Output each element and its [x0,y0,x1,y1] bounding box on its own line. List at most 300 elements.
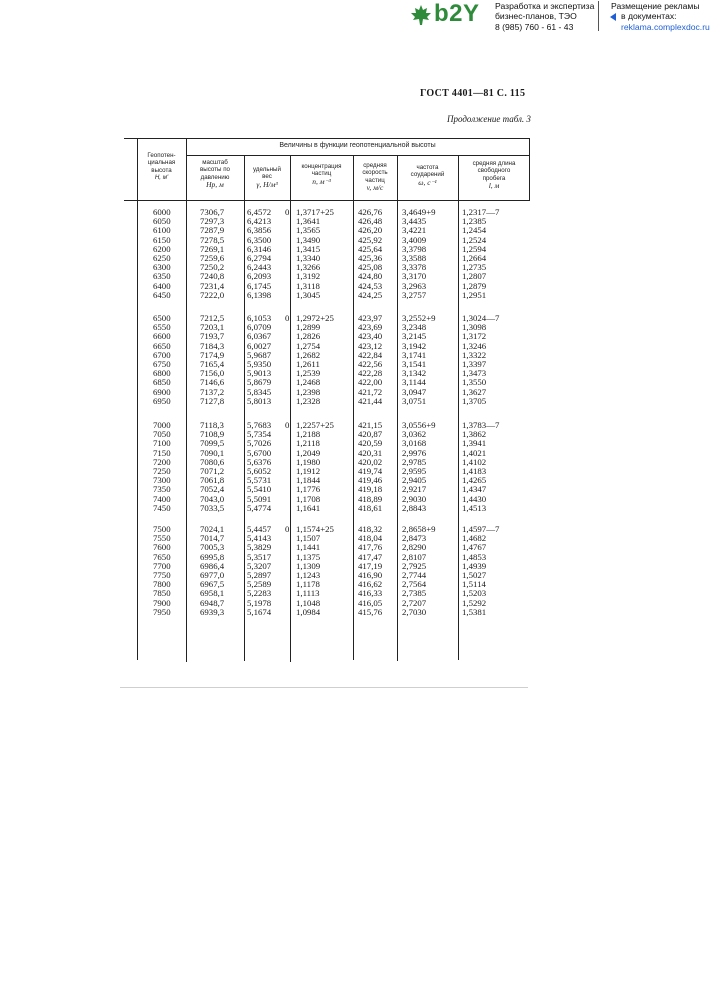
cell-collision-frequency: 2,8843 [402,502,427,513]
cell-mean-free-path: 1,4597—7 [462,524,500,534]
cell-collision-frequency: 3,0947 [402,386,427,397]
cell-specific-weight: 6,2093 [247,271,272,282]
cell-collision-frequency: 3,1342 [402,368,427,379]
cell-mean-speed: 420,59 [358,438,383,449]
table-continued-label: Продолжение табл. 3 [447,114,531,124]
cell-scale-height: 7108,9 [200,429,225,440]
cell-mean-free-path: 1,3862 [462,429,487,440]
cell-concentration: 1,2118 [296,438,320,449]
cell-collision-frequency: 2,7030 [402,606,427,617]
cell-mean-free-path: 1,4853 [462,551,487,562]
cell-specific-weight: 5,8679 [247,377,272,388]
cell-mean-free-path: 1,3473 [462,368,487,379]
cell-collision-frequency: 2,7564 [402,579,427,590]
ad-line: Разработка и экспертиза [495,1,595,11]
column-rule [353,155,354,660]
cell-mean-free-path: 1,2594 [462,243,487,254]
cell-specific-weight: 6,0027 [247,340,272,351]
cell-mean-free-path: 1,5292 [462,597,487,608]
cell-scale-height: 7269,1 [200,243,225,254]
cell-concentration: 1,2049 [296,447,321,458]
cell-concentration: 1,3565 [296,225,321,236]
header-line: H, м' [154,174,169,182]
cell-scale-height: 7118,3 [200,420,224,430]
cell-mean-speed: 416,33 [358,588,383,599]
cell-scale-height: 6986,4 [200,560,225,571]
cell-mean-free-path: 1,2807 [462,271,487,282]
cell-scale-height: 6977,0 [200,570,225,580]
cell-concentration: 1,1375 [296,551,321,562]
header-line: Геопотен- [147,152,176,159]
cell-height: 7000 [153,420,171,430]
cell-specific-weight: 6,1398 [247,289,272,300]
header-line: частиц [311,170,332,178]
cell-mean-speed: 418,89 [358,493,383,504]
cell-concentration: 1,2899 [296,322,321,333]
cell-scale-height: 7193,7 [200,331,225,342]
cell-mean-speed: 418,61 [358,502,383,513]
cell-collision-frequency: 2,9595 [402,466,427,476]
cell-mean-free-path: 1,4347 [462,484,487,495]
header-symbol: γ, Н/м³ [256,179,278,189]
cell-specific-weight: 5,9687 [247,349,272,360]
cell-mean-speed: 424,25 [358,289,383,300]
cell-scale-height: 6995,8 [200,551,225,562]
cell-height: 6100 [153,225,171,236]
cell-concentration: 1,2826 [296,331,321,342]
cell-mean-speed: 426,48 [358,216,383,227]
cell-height: 6450 [153,289,171,300]
cell-mean-free-path: 1,2524 [462,234,487,245]
group-header-rule [186,155,529,156]
cell-concentration: 1,1912 [296,466,321,476]
cell-collision-frequency: 3,1741 [402,349,427,360]
cell-mean-speed: 419,74 [358,466,383,476]
cell-mean-speed: 417,47 [358,551,383,562]
cell-height: 7600 [153,542,171,553]
cell-height: 7550 [153,533,171,544]
header-line: вес [262,173,272,181]
column-header-scale-height [186,159,244,189]
cell-concentration: 1,1309 [296,560,321,571]
cell-concentration: 1,3490 [296,234,321,245]
cell-concentration: 1,2398 [296,386,321,397]
cell-specific-weight: 6,2794 [247,253,272,263]
cell-height: 7700 [153,560,171,571]
cell-mean-speed: 418,04 [358,533,383,544]
cell-note-mark: 0 [285,524,290,534]
cell-concentration: 1,1844 [296,475,321,486]
cell-scale-height: 7297,3 [200,216,225,227]
cell-concentration: 1,2754 [296,340,321,351]
cell-note-mark: 0 [285,313,290,323]
cell-mean-free-path: 1,3705 [462,395,487,406]
header-symbol: v, м/с [366,183,384,193]
ad-line: бизнес-планов, ТЭО [495,11,577,22]
cell-collision-frequency: 2,9030 [402,493,427,504]
header-symbol: ω, с⁻¹ [418,177,437,187]
header-line: частота [416,164,439,171]
cell-mean-free-path: 1,5114 [462,579,486,590]
cell-collision-frequency: 3,2348 [402,322,427,333]
cell-mean-speed: 416,62 [358,579,383,590]
document-reference: ГОСТ 4401—81 С. 115 [420,88,526,99]
cell-note-mark: 0 [285,420,290,430]
cell-mean-free-path: 1,5203 [462,588,487,599]
cell-mean-free-path: 1,4021 [462,447,487,458]
cell-scale-height: 7024,1 [200,524,225,534]
cell-scale-height: 7156,0 [200,368,225,379]
cell-specific-weight: 5,4774 [247,502,272,513]
cell-height: 6350 [153,271,171,282]
cell-height: 7050 [153,429,171,440]
cell-mean-speed: 416,05 [358,597,383,608]
ad-link[interactable]: reklama.complexdoc.ru [621,21,710,32]
cell-specific-weight: 5,9350 [247,359,272,369]
cell-specific-weight: 6,0709 [247,322,272,333]
cell-concentration: 1,1507 [296,533,321,544]
cell-height: 6400 [153,280,171,291]
cell-mean-speed: 426,20 [358,225,383,236]
cell-scale-height: 7212,5 [200,313,225,323]
cell-scale-height: 7061,8 [200,475,225,486]
cell-collision-frequency: 3,2145 [402,331,427,342]
cell-specific-weight: 5,6700 [247,447,272,458]
cell-collision-frequency: 3,3798 [402,243,427,254]
cell-mean-free-path: 1,5027 [462,570,487,580]
column-rule [186,138,187,662]
header-symbol: l, м [488,181,500,191]
cell-specific-weight: 5,4457 [247,524,272,534]
cell-height: 6550 [153,322,171,333]
header-symbol: n, м⁻³ [312,176,331,186]
cell-height: 7200 [153,456,171,467]
header-line: скорость [362,169,388,177]
cell-collision-frequency: 3,0751 [402,395,427,406]
cell-specific-weight: 6,1053 [247,313,272,323]
cell-mean-speed: 418,32 [358,524,383,534]
cell-mean-speed: 422,00 [358,377,383,388]
cell-collision-frequency: 2,9405 [402,475,427,486]
cell-specific-weight: 5,6052 [247,466,272,476]
cell-scale-height: 7184,3 [200,340,225,351]
cell-scale-height: 7306,7 [200,207,225,217]
cell-concentration: 1,1641 [296,502,321,513]
cell-collision-frequency: 3,0556+9 [402,420,436,430]
cell-collision-frequency: 3,4649+9 [402,207,436,217]
cell-scale-height: 7014,7 [200,533,225,544]
cell-height: 7250 [153,466,171,476]
header-line: удельный [253,166,281,173]
cell-height: 7950 [153,606,171,617]
cell-mean-free-path: 1,3783—7 [462,420,500,430]
cell-scale-height: 7005,3 [200,542,225,553]
page-bottom-rule [120,687,528,688]
cell-mean-free-path: 1,3246 [462,340,487,351]
cell-mean-speed: 415,76 [358,606,383,617]
column-header-concentration [290,163,353,185]
cell-collision-frequency: 2,9217 [402,484,427,495]
cell-concentration: 1,1574+25 [296,524,334,534]
cell-mean-free-path: 1,2385 [462,216,487,227]
cell-scale-height: 7203,1 [200,322,225,333]
cell-collision-frequency: 3,3170 [402,271,427,282]
cell-collision-frequency: 2,7925 [402,560,427,571]
group-header: Величины в функции геопотенциальной высоты [279,142,436,149]
cell-specific-weight: 5,5410 [247,484,272,495]
cell-mean-free-path: 1,3397 [462,359,487,369]
cell-mean-free-path: 1,4513 [462,502,487,513]
cell-height: 7800 [153,579,171,590]
cell-scale-height: 7287,9 [200,225,225,236]
cell-mean-free-path: 1,4265 [462,475,487,486]
header-line: средняя длина [472,160,516,167]
cell-mean-speed: 426,76 [358,207,383,217]
cell-mean-free-path: 1,5381 [462,606,487,617]
cell-concentration: 1,2468 [296,377,321,388]
header-line: свободного [477,167,511,175]
cell-height: 7750 [153,570,171,580]
cell-concentration: 1,2611 [296,359,320,369]
ad-phone: 8 (985) 760 - 61 - 43 [495,21,574,32]
cell-collision-frequency: 2,8290 [402,542,427,553]
cell-scale-height: 7174,9 [200,349,225,360]
cell-concentration: 1,1980 [296,456,321,467]
cell-collision-frequency: 2,8473 [402,533,427,544]
cell-specific-weight: 5,5091 [247,493,272,504]
cell-scale-height: 7259,6 [200,253,225,263]
cell-mean-free-path: 1,2454 [462,225,487,236]
cell-mean-speed: 420,02 [358,456,383,467]
header-line: масштаб [202,159,228,166]
cell-specific-weight: 6,3146 [247,243,272,254]
cell-mean-free-path: 1,3627 [462,386,487,397]
cell-specific-weight: 5,7026 [247,438,272,449]
cell-mean-speed: 422,84 [358,349,383,360]
brand-name: b2Y [434,0,480,27]
cell-specific-weight: 6,4572 [247,207,272,217]
cell-concentration: 1,1178 [296,579,320,590]
cell-concentration: 1,2328 [296,395,321,406]
cell-mean-speed: 422,56 [358,359,383,369]
cell-specific-weight: 5,3207 [247,560,272,571]
cell-scale-height: 7165,4 [200,359,225,369]
cell-scale-height: 6939,3 [200,606,225,617]
cell-specific-weight: 5,7354 [247,429,272,440]
cell-height: 6300 [153,262,171,273]
cell-height: 6850 [153,377,171,388]
cell-mean-speed: 423,12 [358,340,383,351]
cell-mean-speed: 423,97 [358,313,383,323]
cell-height: 6250 [153,253,171,263]
cell-height: 6950 [153,395,171,406]
cell-mean-speed: 425,36 [358,253,383,263]
header-line: частиц [365,176,385,184]
column-header-collision-frequency [397,164,458,186]
cell-mean-free-path: 1,2735 [462,262,487,273]
cell-mean-free-path: 1,4102 [462,456,487,467]
cell-scale-height: 7043,0 [200,493,225,504]
cell-scale-height: 6967,5 [200,579,225,590]
ad-right-line: Размещение рекламы [611,1,700,11]
cell-collision-frequency: 2,9976 [402,447,427,458]
cell-height: 7100 [153,438,171,449]
cell-mean-speed: 424,53 [358,280,383,291]
column-rule [458,155,459,660]
header-line: циальная [147,159,176,167]
cell-scale-height: 7080,6 [200,456,225,467]
cell-specific-weight: 6,1745 [247,280,272,291]
cell-concentration: 1,2972+25 [296,313,334,323]
cell-specific-weight: 5,4143 [247,533,272,544]
cell-scale-height: 7071,2 [200,466,225,476]
cell-note-mark: 0 [285,207,290,217]
header-line: давлению [200,173,230,181]
cell-scale-height: 7137,2 [200,386,225,397]
cell-specific-weight: 5,7683 [247,420,272,430]
cell-concentration: 1,2682 [296,349,321,360]
column-header-mean-free-path [458,160,530,190]
cell-mean-free-path: 1,2664 [462,253,487,263]
cell-concentration: 1,1048 [296,597,321,608]
cell-mean-free-path: 1,3322 [462,349,487,360]
cell-collision-frequency: 3,2552+9 [402,313,436,323]
cell-mean-speed: 421,15 [358,420,383,430]
cell-height: 6200 [153,243,171,254]
table-top-rule [124,138,529,139]
cell-mean-speed: 419,46 [358,475,383,486]
cell-mean-speed: 420,31 [358,447,383,458]
cell-concentration: 1,3192 [296,271,321,282]
cell-height: 7450 [153,502,171,513]
cell-scale-height: 7231,4 [200,280,225,291]
cell-collision-frequency: 2,7385 [402,588,427,599]
cell-mean-free-path: 1,3172 [462,331,487,342]
column-rule [290,155,291,662]
cell-concentration: 1,3340 [296,253,321,263]
cell-specific-weight: 5,1674 [247,606,272,617]
cell-specific-weight: 6,3856 [247,225,272,236]
cell-mean-speed: 422,28 [358,368,383,379]
cell-specific-weight: 5,8345 [247,386,272,397]
cell-height: 6500 [153,313,171,323]
cell-mean-free-path: 1,2951 [462,289,487,300]
cell-collision-frequency: 2,8107 [402,551,427,562]
cell-mean-free-path: 1,4939 [462,560,487,571]
cell-specific-weight: 6,0367 [247,331,272,342]
header-bottom-rule [124,200,529,201]
cell-scale-height: 7052,4 [200,484,225,495]
cell-specific-weight: 5,2283 [247,588,272,599]
column-header-specific-weight [244,166,290,188]
ad-right-line: в документах: [621,11,677,22]
cell-scale-height: 7090,1 [200,447,225,458]
cell-concentration: 1,1776 [296,484,321,495]
cell-mean-free-path: 1,2879 [462,280,487,291]
cell-scale-height: 7099,5 [200,438,225,449]
header-line: концентрация [301,163,342,170]
cell-collision-frequency: 2,7744 [402,570,427,580]
cell-specific-weight: 5,9013 [247,368,272,379]
cell-concentration: 1,2539 [296,368,321,379]
header-line: высота [151,166,172,174]
cell-mean-speed: 423,69 [358,322,383,333]
cell-mean-free-path: 1,4682 [462,533,487,544]
column-header-mean-speed [353,162,397,192]
cell-mean-free-path: 1,3098 [462,322,487,333]
cell-concentration: 1,3266 [296,262,321,273]
cell-height: 7300 [153,475,171,486]
cell-mean-speed: 417,76 [358,542,383,553]
cell-mean-free-path: 1,4767 [462,542,487,553]
cell-scale-height: 7127,8 [200,395,225,406]
cell-specific-weight: 6,2443 [247,262,272,273]
cell-mean-speed: 423,40 [358,331,383,342]
cell-mean-speed: 424,80 [358,271,383,282]
cell-height: 7150 [153,447,171,458]
cell-mean-free-path: 1,3941 [462,438,487,449]
cell-concentration: 1,2257+25 [296,420,334,430]
cell-specific-weight: 5,8013 [247,395,272,406]
cell-mean-speed: 416,90 [358,570,383,580]
cell-collision-frequency: 3,2757 [402,289,427,300]
cell-collision-frequency: 3,2963 [402,280,427,291]
cell-mean-speed: 425,64 [358,243,383,254]
cell-concentration: 1,0984 [296,606,321,617]
cell-specific-weight: 6,4213 [247,216,272,227]
cell-scale-height: 7278,5 [200,234,225,245]
cell-mean-free-path: 1,3024—7 [462,313,500,323]
cell-concentration: 1,3415 [296,243,321,254]
cell-scale-height: 7240,8 [200,271,225,282]
cell-height: 7650 [153,551,171,562]
cell-height: 7900 [153,597,171,608]
cell-scale-height: 7250,2 [200,262,225,273]
cell-mean-speed: 417,19 [358,560,383,571]
cell-specific-weight: 5,2897 [247,570,272,580]
cell-mean-speed: 425,08 [358,262,383,273]
cell-collision-frequency: 3,4221 [402,225,427,236]
cell-collision-frequency: 3,1144 [402,377,426,388]
cell-concentration: 1,1113 [296,588,320,599]
cell-scale-height: 7033,5 [200,502,225,513]
cell-collision-frequency: 3,4009 [402,234,427,245]
cell-height: 7400 [153,493,171,504]
cell-specific-weight: 5,3829 [247,542,272,553]
cell-specific-weight: 5,6376 [247,456,272,467]
cell-mean-free-path: 1,4430 [462,493,487,504]
cell-collision-frequency: 3,4435 [402,216,427,227]
cell-specific-weight: 5,2589 [247,579,272,590]
cell-mean-free-path: 1,4183 [462,466,487,476]
cell-scale-height: 6958,1 [200,588,225,599]
cell-concentration: 1,2188 [296,429,321,440]
cell-concentration: 1,1708 [296,493,321,504]
column-rule [244,155,245,661]
header-line: средняя [363,162,387,169]
cell-concentration: 1,3641 [296,216,321,227]
cell-concentration: 1,3045 [296,289,321,300]
header-line: соударений [410,171,445,179]
cell-scale-height: 7146,6 [200,377,225,388]
column-header-height [137,152,186,182]
header-symbol: Hp, м [206,180,224,190]
cell-collision-frequency: 3,1541 [402,359,427,369]
cell-concentration: 1,1243 [296,570,321,580]
header-line: высоты по [200,166,230,174]
cell-height: 6000 [153,207,171,217]
header-line: пробега [482,174,506,182]
